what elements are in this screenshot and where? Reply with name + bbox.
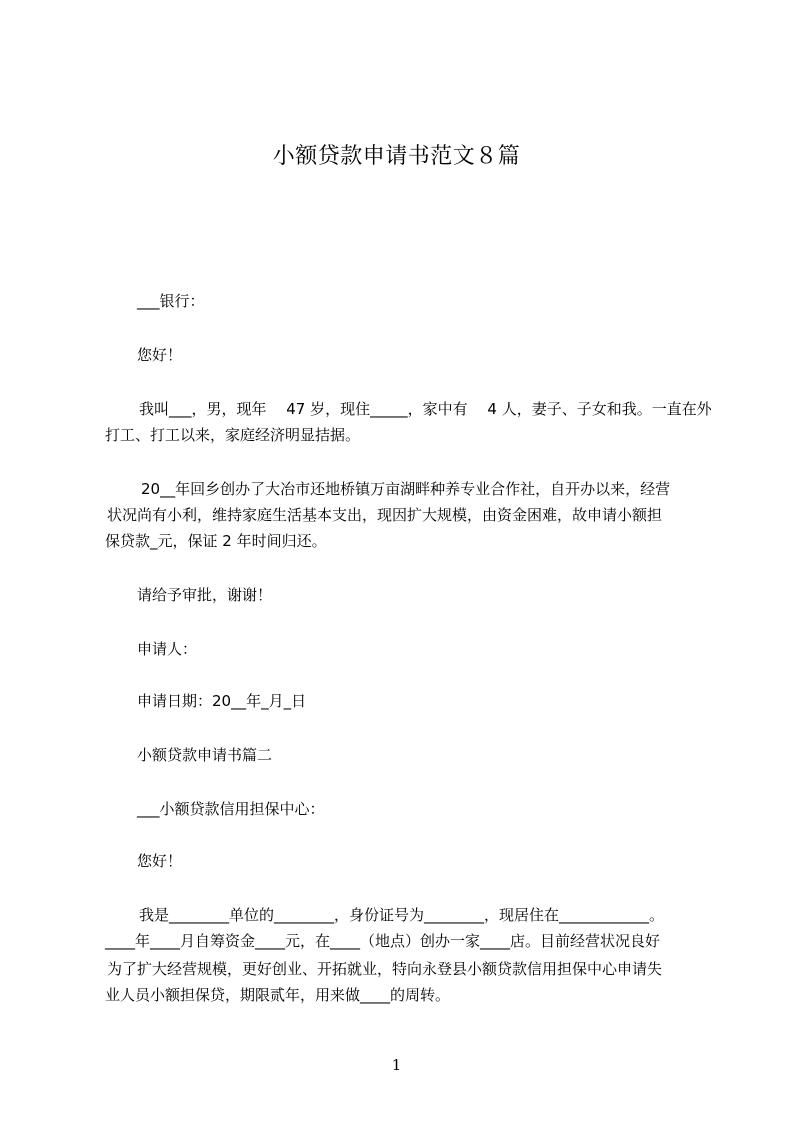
section-heading: 小额贷款申请书篇二: [137, 746, 273, 764]
body-line: 状况尚有小利，维持家庭生活基本支出，现因扩大规模，由资金困难，故申请小额担: [107, 506, 663, 524]
request-line: 请给予审批，谢谢！: [137, 586, 273, 604]
document-title: 小额贷款申请书范文８篇: [272, 144, 521, 169]
body-line: 打工、打工以来，家庭经济明显拮据。: [105, 426, 361, 444]
body-line: 我叫___，男，现年 47 岁，现住_____，家中有 4 人，妻子、子女和我。一直在外: [139, 400, 712, 418]
salutation-bank: ___银行：: [137, 292, 205, 310]
greeting: 您好！: [137, 852, 183, 870]
body-line: 我是________单位的________，身份证号为________，现居住在____________。: [139, 906, 665, 924]
body-line: 保贷款_元，保证 2 年时间归还。: [105, 532, 327, 550]
salutation-center: ___小额贷款信用担保中心：: [137, 800, 325, 818]
body-line: ____年____月自筹资金____元，在____（地点）创办一家____店。目前经营状况良好: [105, 932, 661, 950]
body-line: 20__年回乡创办了大冶市还地桥镇万亩湖畔种养专业合作社，自开办以来，经营: [141, 480, 671, 498]
page-number: 1: [391, 1056, 402, 1074]
body-line: 业人员小额担保贷，期限贰年，用来做____的周转。: [105, 986, 451, 1004]
applicant-line: 申请人：: [137, 640, 198, 658]
greeting: 您好！: [137, 346, 183, 364]
application-date-line: 申请日期：20__年_月_日: [137, 692, 307, 710]
body-line: 为了扩大经营规模，更好创业、开拓就业，特向永登县小额贷款信用担保中心申请失: [107, 960, 663, 978]
